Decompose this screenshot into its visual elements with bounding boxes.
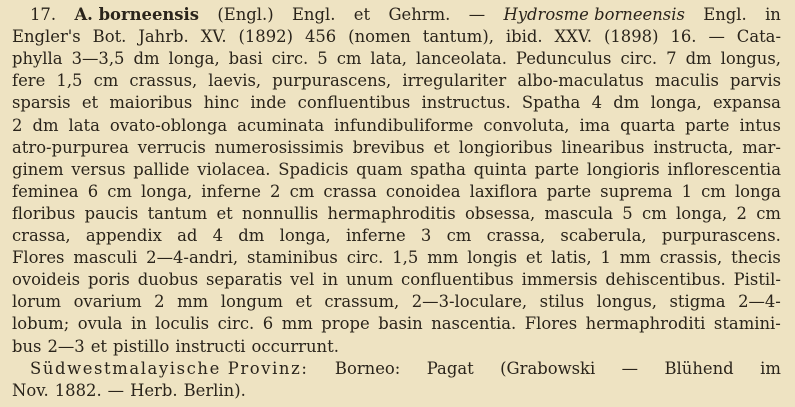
word: et xyxy=(81,93,99,113)
word: Herb. xyxy=(130,380,178,400)
word: cm xyxy=(289,181,315,201)
word: im xyxy=(760,358,781,378)
word: masculi xyxy=(73,248,138,268)
word: occurrunt. xyxy=(251,336,339,356)
word: 6 xyxy=(87,181,99,201)
word: parvis xyxy=(729,71,781,91)
word: dm xyxy=(238,226,265,245)
word: circ. xyxy=(346,248,384,268)
word: atro-purpurea xyxy=(12,137,129,157)
word: parte xyxy=(546,181,592,201)
word: circ. xyxy=(620,49,658,69)
word: 16. xyxy=(670,27,697,47)
word: longioris xyxy=(586,159,660,179)
text-line xyxy=(12,70,781,92)
word: thecis xyxy=(731,248,781,268)
word: in xyxy=(765,5,781,24)
word: lata xyxy=(68,115,100,135)
word: inferne xyxy=(346,226,406,245)
word: crassa, xyxy=(12,226,71,245)
word: conoidea xyxy=(385,181,461,201)
word: longa xyxy=(734,181,781,201)
word: loculis xyxy=(155,314,210,334)
word: basi xyxy=(228,49,263,69)
word: hermaphroditi xyxy=(585,314,706,334)
word: feminea xyxy=(12,181,79,201)
word: longa, xyxy=(168,49,220,69)
text-line xyxy=(12,269,781,291)
word: 1,5 xyxy=(392,248,419,268)
word: brevibus xyxy=(352,137,425,157)
word: hinc xyxy=(203,93,240,113)
word: stilus xyxy=(539,292,585,312)
word: acuminata xyxy=(237,115,325,135)
word: longa, xyxy=(650,93,702,113)
word: crassus, xyxy=(129,71,198,91)
word: (Engl.) xyxy=(217,5,274,24)
word: unum xyxy=(345,270,394,290)
word: Flores xyxy=(524,314,578,334)
word: 5 xyxy=(317,49,328,69)
word: maioribus xyxy=(109,93,193,113)
word: floribus xyxy=(12,203,76,223)
word: inflorescentia xyxy=(667,159,781,179)
word: inde xyxy=(250,93,287,113)
word: et xyxy=(433,137,450,157)
word: et xyxy=(216,203,233,223)
word: ibid. xyxy=(505,27,543,47)
word: latis, xyxy=(551,248,592,268)
word: violacea. xyxy=(197,159,271,179)
word: lobum; xyxy=(12,314,70,334)
text-line xyxy=(30,358,781,380)
word: Engl. xyxy=(291,5,336,24)
word: in xyxy=(130,314,147,334)
text-line xyxy=(12,313,781,335)
word: dm xyxy=(32,115,59,135)
word: Nov. xyxy=(12,380,49,400)
word: dm xyxy=(613,93,640,113)
word: mar- xyxy=(742,137,781,157)
word: stamini- xyxy=(713,314,781,334)
word: mm xyxy=(619,248,651,268)
word: tantum), xyxy=(422,27,494,47)
word: 3—3,5 xyxy=(71,49,125,69)
word: sparsis xyxy=(12,93,71,113)
word: ima xyxy=(579,115,611,135)
word: maculis xyxy=(654,71,719,91)
word: laxiflora xyxy=(469,181,538,201)
word: Pedunculus xyxy=(515,49,612,69)
word: longus, xyxy=(596,292,657,312)
word: 4 xyxy=(591,93,603,113)
word: confluentibus xyxy=(297,93,411,113)
word: tantum xyxy=(147,203,208,223)
word: 1 xyxy=(681,181,693,201)
word: longa, xyxy=(279,226,331,245)
word: hermaphroditis xyxy=(327,203,456,223)
word: poris xyxy=(87,270,130,290)
word: prope xyxy=(321,314,370,334)
word: Spatha xyxy=(521,93,581,113)
word: quinta xyxy=(473,159,527,179)
word: expansa xyxy=(712,93,781,113)
word: ovoideis xyxy=(12,270,81,290)
word: irregulariter xyxy=(402,71,507,91)
word: longis xyxy=(467,248,517,268)
word: instructa, xyxy=(653,137,734,157)
word: lata, xyxy=(370,49,408,69)
word: crassa xyxy=(323,181,377,201)
word: numerosissimis xyxy=(214,137,344,157)
word: Berlin). xyxy=(183,380,246,400)
word: circ. xyxy=(271,49,309,69)
word: cm xyxy=(93,71,119,91)
text-line xyxy=(12,48,781,70)
word: cm xyxy=(336,49,362,69)
text-line xyxy=(30,4,781,26)
word: Blühend xyxy=(664,358,734,378)
word: fere xyxy=(12,71,46,91)
word: (1898) xyxy=(603,27,659,47)
word: cm xyxy=(446,226,472,245)
word: ovarium xyxy=(73,292,142,312)
word: cm xyxy=(107,181,132,201)
word: inferne xyxy=(201,181,261,201)
text-line xyxy=(12,159,781,181)
word: et xyxy=(295,292,312,312)
word: 6 xyxy=(262,314,274,334)
text-line xyxy=(12,203,781,225)
word: 1 xyxy=(600,248,611,268)
word: mm xyxy=(427,248,459,268)
text-line xyxy=(12,247,781,269)
word: — xyxy=(468,5,486,24)
word: — xyxy=(107,380,125,400)
word: XXV. xyxy=(554,27,593,47)
word: ginem xyxy=(12,159,64,179)
word: spatha xyxy=(410,159,466,179)
text-line xyxy=(12,336,781,358)
word: obsessa, xyxy=(464,203,536,223)
word: Gehrm. xyxy=(388,5,451,24)
word: albo-maculatus xyxy=(517,71,644,91)
word: ad xyxy=(177,226,198,245)
word: dm xyxy=(133,49,160,69)
word: verrucis xyxy=(137,137,206,157)
word: longa, xyxy=(676,203,728,223)
word: (nomen xyxy=(348,27,411,47)
word: quarta xyxy=(620,115,676,135)
word: convoluta, xyxy=(483,115,570,135)
word: immersis xyxy=(521,270,598,290)
text-line xyxy=(12,181,781,203)
word: 1,5 xyxy=(56,71,83,91)
word: Cata- xyxy=(736,27,781,47)
word: appendix xyxy=(85,226,162,245)
word: crassum, xyxy=(324,292,400,312)
word: mm xyxy=(177,292,209,312)
word: dm xyxy=(685,49,712,69)
word: 17. xyxy=(30,5,57,24)
word: et xyxy=(353,5,371,24)
text-line xyxy=(12,92,781,114)
synonym-name: Hydrosme borneensis xyxy=(503,5,685,24)
word: Engl. xyxy=(703,5,747,24)
word: ovato-oblonga xyxy=(109,115,228,135)
word: crassis, xyxy=(659,248,723,268)
word: ovula xyxy=(77,314,123,334)
word: 2 xyxy=(154,292,165,312)
word: Pagat xyxy=(426,358,474,378)
word: vel xyxy=(290,270,315,290)
word: 2—3-loculare, xyxy=(411,292,528,312)
word: staminibus xyxy=(246,248,338,268)
word: Spadicis xyxy=(278,159,349,179)
word: nascentia. xyxy=(431,314,517,334)
word: cm xyxy=(701,181,726,201)
word: separatis xyxy=(206,270,283,290)
word: longa, xyxy=(141,181,193,201)
word: versus xyxy=(71,159,126,179)
text-line xyxy=(12,291,781,313)
word: Bot. xyxy=(92,27,127,47)
text-line xyxy=(12,137,781,159)
text-line xyxy=(12,115,781,137)
word: confluentibus xyxy=(401,270,514,290)
word: 5 xyxy=(622,203,633,223)
word: 3 xyxy=(420,226,432,245)
word: instructi xyxy=(175,336,246,356)
word: Jahrb. xyxy=(138,27,189,47)
word: lorum xyxy=(12,292,62,312)
word: longum xyxy=(220,292,283,312)
word: longioribus xyxy=(458,137,553,157)
word: lanceolata. xyxy=(416,49,507,69)
word: longus, xyxy=(720,49,781,69)
word: 2 xyxy=(270,181,281,201)
word: suprema xyxy=(600,181,673,201)
word: — xyxy=(621,358,639,378)
word: Borneo: xyxy=(334,358,401,378)
word: nonnullis xyxy=(242,203,319,223)
word: 456 xyxy=(304,27,337,47)
word: duobus xyxy=(137,270,199,290)
word: purpurascens. xyxy=(661,226,781,245)
word: stigma xyxy=(669,292,726,312)
word: mm xyxy=(281,314,313,334)
word: scaberula, xyxy=(560,226,647,245)
text-line xyxy=(12,26,781,48)
word: Pistil- xyxy=(733,270,781,290)
word: 2—4-andri, xyxy=(146,248,239,268)
word: et xyxy=(525,248,543,268)
word: instructus. xyxy=(421,93,511,113)
word: crassa, xyxy=(486,226,546,245)
word: purpurascens, xyxy=(272,71,392,91)
word: linearibus xyxy=(561,137,645,157)
word: parte xyxy=(685,115,730,135)
word: laevis, xyxy=(208,71,262,91)
word: — xyxy=(708,27,725,47)
word: pistillo xyxy=(113,336,170,356)
word: bus xyxy=(12,336,42,356)
word: parte xyxy=(534,159,580,179)
word: mascula xyxy=(544,203,614,223)
word: XV. xyxy=(200,27,227,47)
word: quam xyxy=(356,159,403,179)
word: basin xyxy=(378,314,423,334)
word: cm xyxy=(642,203,667,223)
word: 4 xyxy=(212,226,224,245)
word: pallide xyxy=(133,159,190,179)
word: 2—3 xyxy=(47,336,85,356)
word: (Grabowski xyxy=(500,358,596,378)
word: 1882. xyxy=(54,380,102,400)
word: circ. xyxy=(217,314,255,334)
word: phylla xyxy=(12,49,63,69)
word: Südwestmalayische Provinz: xyxy=(30,358,309,378)
text-line xyxy=(12,380,781,402)
word: Flores xyxy=(12,248,65,268)
word: dehiscentibus. xyxy=(605,270,726,290)
species-name: A. borneensis xyxy=(74,5,199,24)
word: 2—4- xyxy=(738,292,781,312)
text-line xyxy=(12,225,781,247)
word: 7 xyxy=(666,49,677,69)
word: in xyxy=(322,270,339,290)
word: paucis xyxy=(84,203,139,223)
word: Engler's xyxy=(12,27,81,47)
word: et xyxy=(90,336,108,356)
word: (1892) xyxy=(238,27,293,47)
word: intus xyxy=(739,115,781,135)
word: 2 xyxy=(736,203,747,223)
word: cm xyxy=(756,203,781,223)
word: infundibuliforme xyxy=(334,115,474,135)
word: 2 xyxy=(12,115,23,135)
